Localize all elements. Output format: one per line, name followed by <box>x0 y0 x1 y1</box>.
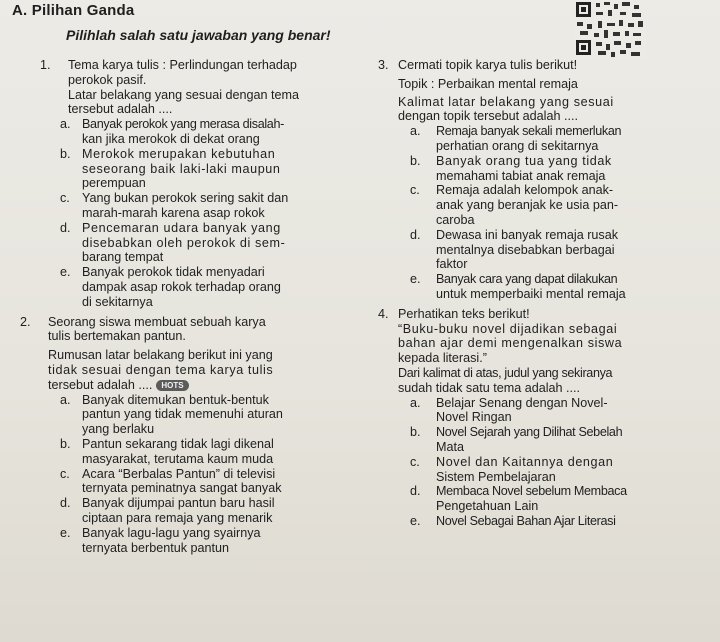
option-line: ciptaan para remaja yang menarik <box>82 510 273 525</box>
option-line: Pengetahuan Lain <box>436 499 539 514</box>
question-stem-line: kepada literasi.” <box>398 351 487 366</box>
option-letter: e. <box>410 513 421 528</box>
question-3 <box>378 58 708 302</box>
option-line: barang tempat <box>82 250 164 265</box>
question-stem-line: Dari kalimat di atas, judul yang sekiranya <box>398 365 613 380</box>
option-letter: a. <box>410 124 421 139</box>
option-letter: c. <box>410 183 420 198</box>
option-letter: a. <box>60 117 71 132</box>
option-line: Novel Sejarah yang Dilihat Sebelah <box>436 425 623 440</box>
option-e[interactable] <box>378 514 708 529</box>
option-line: Acara “Berbalas Pantun” di televisi <box>82 466 276 481</box>
question-stem-line: Topik : Perbaikan mental remaja <box>398 76 578 91</box>
question-stem-line: “Buku-buku novel dijadikan sebagai <box>398 321 618 336</box>
option-letter: c. <box>60 191 70 206</box>
option-line: Pencemaran udara banyak yang <box>82 220 281 235</box>
option-letter: c. <box>410 454 420 469</box>
option-b[interactable] <box>40 147 360 191</box>
option-line: caroba <box>436 212 475 227</box>
option-d[interactable] <box>40 496 360 526</box>
question-stem-line: perokok pasif. <box>68 72 147 87</box>
option-line: memahami tabiat anak remaja <box>436 168 606 183</box>
option-line: masyarakat, terutama kaum muda <box>82 451 274 466</box>
option-e[interactable] <box>40 265 360 309</box>
option-letter: d. <box>60 496 71 511</box>
qr-code-icon <box>574 0 646 60</box>
hots-badge: HOTS <box>156 380 188 391</box>
question-stem-line: bahan ajar demi mengenalkan siswa <box>398 336 623 351</box>
option-line: di sekitarnya <box>82 294 153 309</box>
option-line: anak yang beranjak ke usia pan- <box>436 198 619 213</box>
question-number: 3. <box>378 58 389 72</box>
option-line: mentalnya disebabkan berbagai <box>436 242 615 257</box>
option-line: ternyata peminatnya sangat banyak <box>82 481 282 496</box>
option-line: disebabkan oleh perokok di sem- <box>82 235 286 250</box>
option-line: yang berlaku <box>82 422 155 437</box>
option-letter: e. <box>60 265 71 280</box>
left-column <box>20 58 360 555</box>
option-b[interactable] <box>378 425 708 455</box>
option-letter: c. <box>60 466 70 481</box>
question-stem-line: Seorang siswa membuat sebuah karya <box>48 314 266 329</box>
option-d[interactable] <box>378 484 708 514</box>
section-title: A. Pilihan Ganda <box>12 2 135 19</box>
option-b[interactable] <box>378 154 708 184</box>
option-letter: b. <box>60 146 71 161</box>
question-stem-line: dengan topik tersebut adalah .... <box>398 109 578 124</box>
option-letter: d. <box>60 220 71 235</box>
question-number: 2. <box>20 314 31 329</box>
option-letter: b. <box>410 425 421 440</box>
option-line: Merokok merupakan kebutuhan <box>82 146 276 161</box>
option-line: Novel Ringan <box>436 410 512 425</box>
option-c[interactable] <box>378 455 708 485</box>
option-letter: e. <box>410 272 421 287</box>
option-letter: b. <box>60 436 71 451</box>
option-c[interactable] <box>40 467 360 497</box>
option-letter: e. <box>60 525 71 540</box>
option-a[interactable] <box>40 393 360 437</box>
option-a[interactable] <box>40 117 360 147</box>
option-line: faktor <box>436 257 468 272</box>
option-line: Membaca Novel sebelum Membaca <box>436 484 627 499</box>
option-line: Banyak dijumpai pantun baru hasil <box>82 496 275 511</box>
question-stem-line: tidak sesuai dengan tema karya tulis <box>48 362 274 377</box>
option-line: Dewasa ini banyak remaja rusak <box>436 227 618 242</box>
option-a[interactable] <box>378 124 708 154</box>
option-line: Novel dan Kaitannya dengan <box>436 454 614 469</box>
question-stem-line: Tema karya tulis : Perlindungan terhadap <box>68 58 297 72</box>
option-letter: b. <box>410 153 421 168</box>
question-number: 1. <box>40 58 51 72</box>
option-e[interactable] <box>40 526 360 556</box>
option-line: Pantun sekarang tidak lagi dikenal <box>82 436 274 451</box>
option-line: Remaja banyak sekali memerlukan <box>436 124 622 139</box>
instruction-text: Pilihlah salah satu jawaban yang benar! <box>66 27 331 43</box>
question-2 <box>20 314 360 556</box>
option-letter: a. <box>410 395 421 410</box>
option-line: Banyak cara yang dapat dilakukan <box>436 272 618 287</box>
option-letter: d. <box>410 227 421 242</box>
option-line: perhatian orang di sekitarnya <box>436 138 599 153</box>
question-stem-line: Kalimat latar belakang yang sesuai <box>398 94 614 109</box>
option-line: Banyak perokok tidak menyadari <box>82 265 265 280</box>
option-letter: d. <box>410 484 421 499</box>
option-line: Mata <box>436 439 464 454</box>
option-line: Banyak perokok yang merasa disalah- <box>82 117 284 132</box>
option-line: pantun yang tidak memenuhi aturan <box>82 407 283 422</box>
option-letter: a. <box>60 392 71 407</box>
option-line: seseorang baik laki-laki maupun <box>82 161 281 176</box>
option-line: Belajar Senang dengan Novel- <box>436 395 608 410</box>
option-line: kan jika merokok di dekat orang <box>82 131 260 146</box>
option-line: Yang bukan perokok sering sakit dan <box>82 191 289 206</box>
question-stem-text: tersebut adalah .... <box>48 377 153 392</box>
question-4 <box>378 307 708 529</box>
option-line: Banyak ditemukan bentuk-bentuk <box>82 392 269 407</box>
question-stem-line: tulis bertemakan pantun. <box>48 329 186 344</box>
option-e[interactable] <box>378 272 708 302</box>
option-line: Banyak orang tua yang tidak <box>436 153 612 168</box>
right-column <box>378 58 708 529</box>
question-stem-line <box>48 378 360 393</box>
option-d[interactable] <box>40 221 360 265</box>
option-line: Novel Sebagai Bahan Ajar Literasi <box>436 513 616 528</box>
question-stem-line: Latar belakang yang sesuai dengan tema <box>68 87 300 102</box>
option-a[interactable] <box>378 396 708 426</box>
question-stem-line: Rumusan latar belakang berikut ini yang <box>48 348 273 363</box>
option-line: Remaja adalah kelompok anak- <box>436 183 614 198</box>
option-line: ternyata berbentuk pantun <box>82 540 230 555</box>
question-stem-line: tersebut adalah .... <box>68 102 173 117</box>
question-stem-line: Perhatikan teks berikut! <box>398 306 530 321</box>
option-line: marah-marah karena asap rokok <box>82 205 265 220</box>
option-d[interactable] <box>378 228 708 272</box>
option-b[interactable] <box>40 437 360 467</box>
option-line: perempuan <box>82 176 146 191</box>
option-c[interactable] <box>378 183 708 227</box>
question-1 <box>40 58 360 310</box>
option-line: Banyak lagu-lagu yang syairnya <box>82 525 261 540</box>
option-line: Sistem Pembelajaran <box>436 469 556 484</box>
option-line: untuk memperbaiki mental remaja <box>436 286 626 301</box>
option-line: dampak asap rokok terhadap orang <box>82 279 281 294</box>
question-number: 4. <box>378 306 389 321</box>
question-stem-line: sudah tidak satu tema adalah .... <box>398 380 581 395</box>
option-c[interactable] <box>40 191 360 221</box>
question-stem-line: Cermati topik karya tulis berikut! <box>398 58 578 72</box>
